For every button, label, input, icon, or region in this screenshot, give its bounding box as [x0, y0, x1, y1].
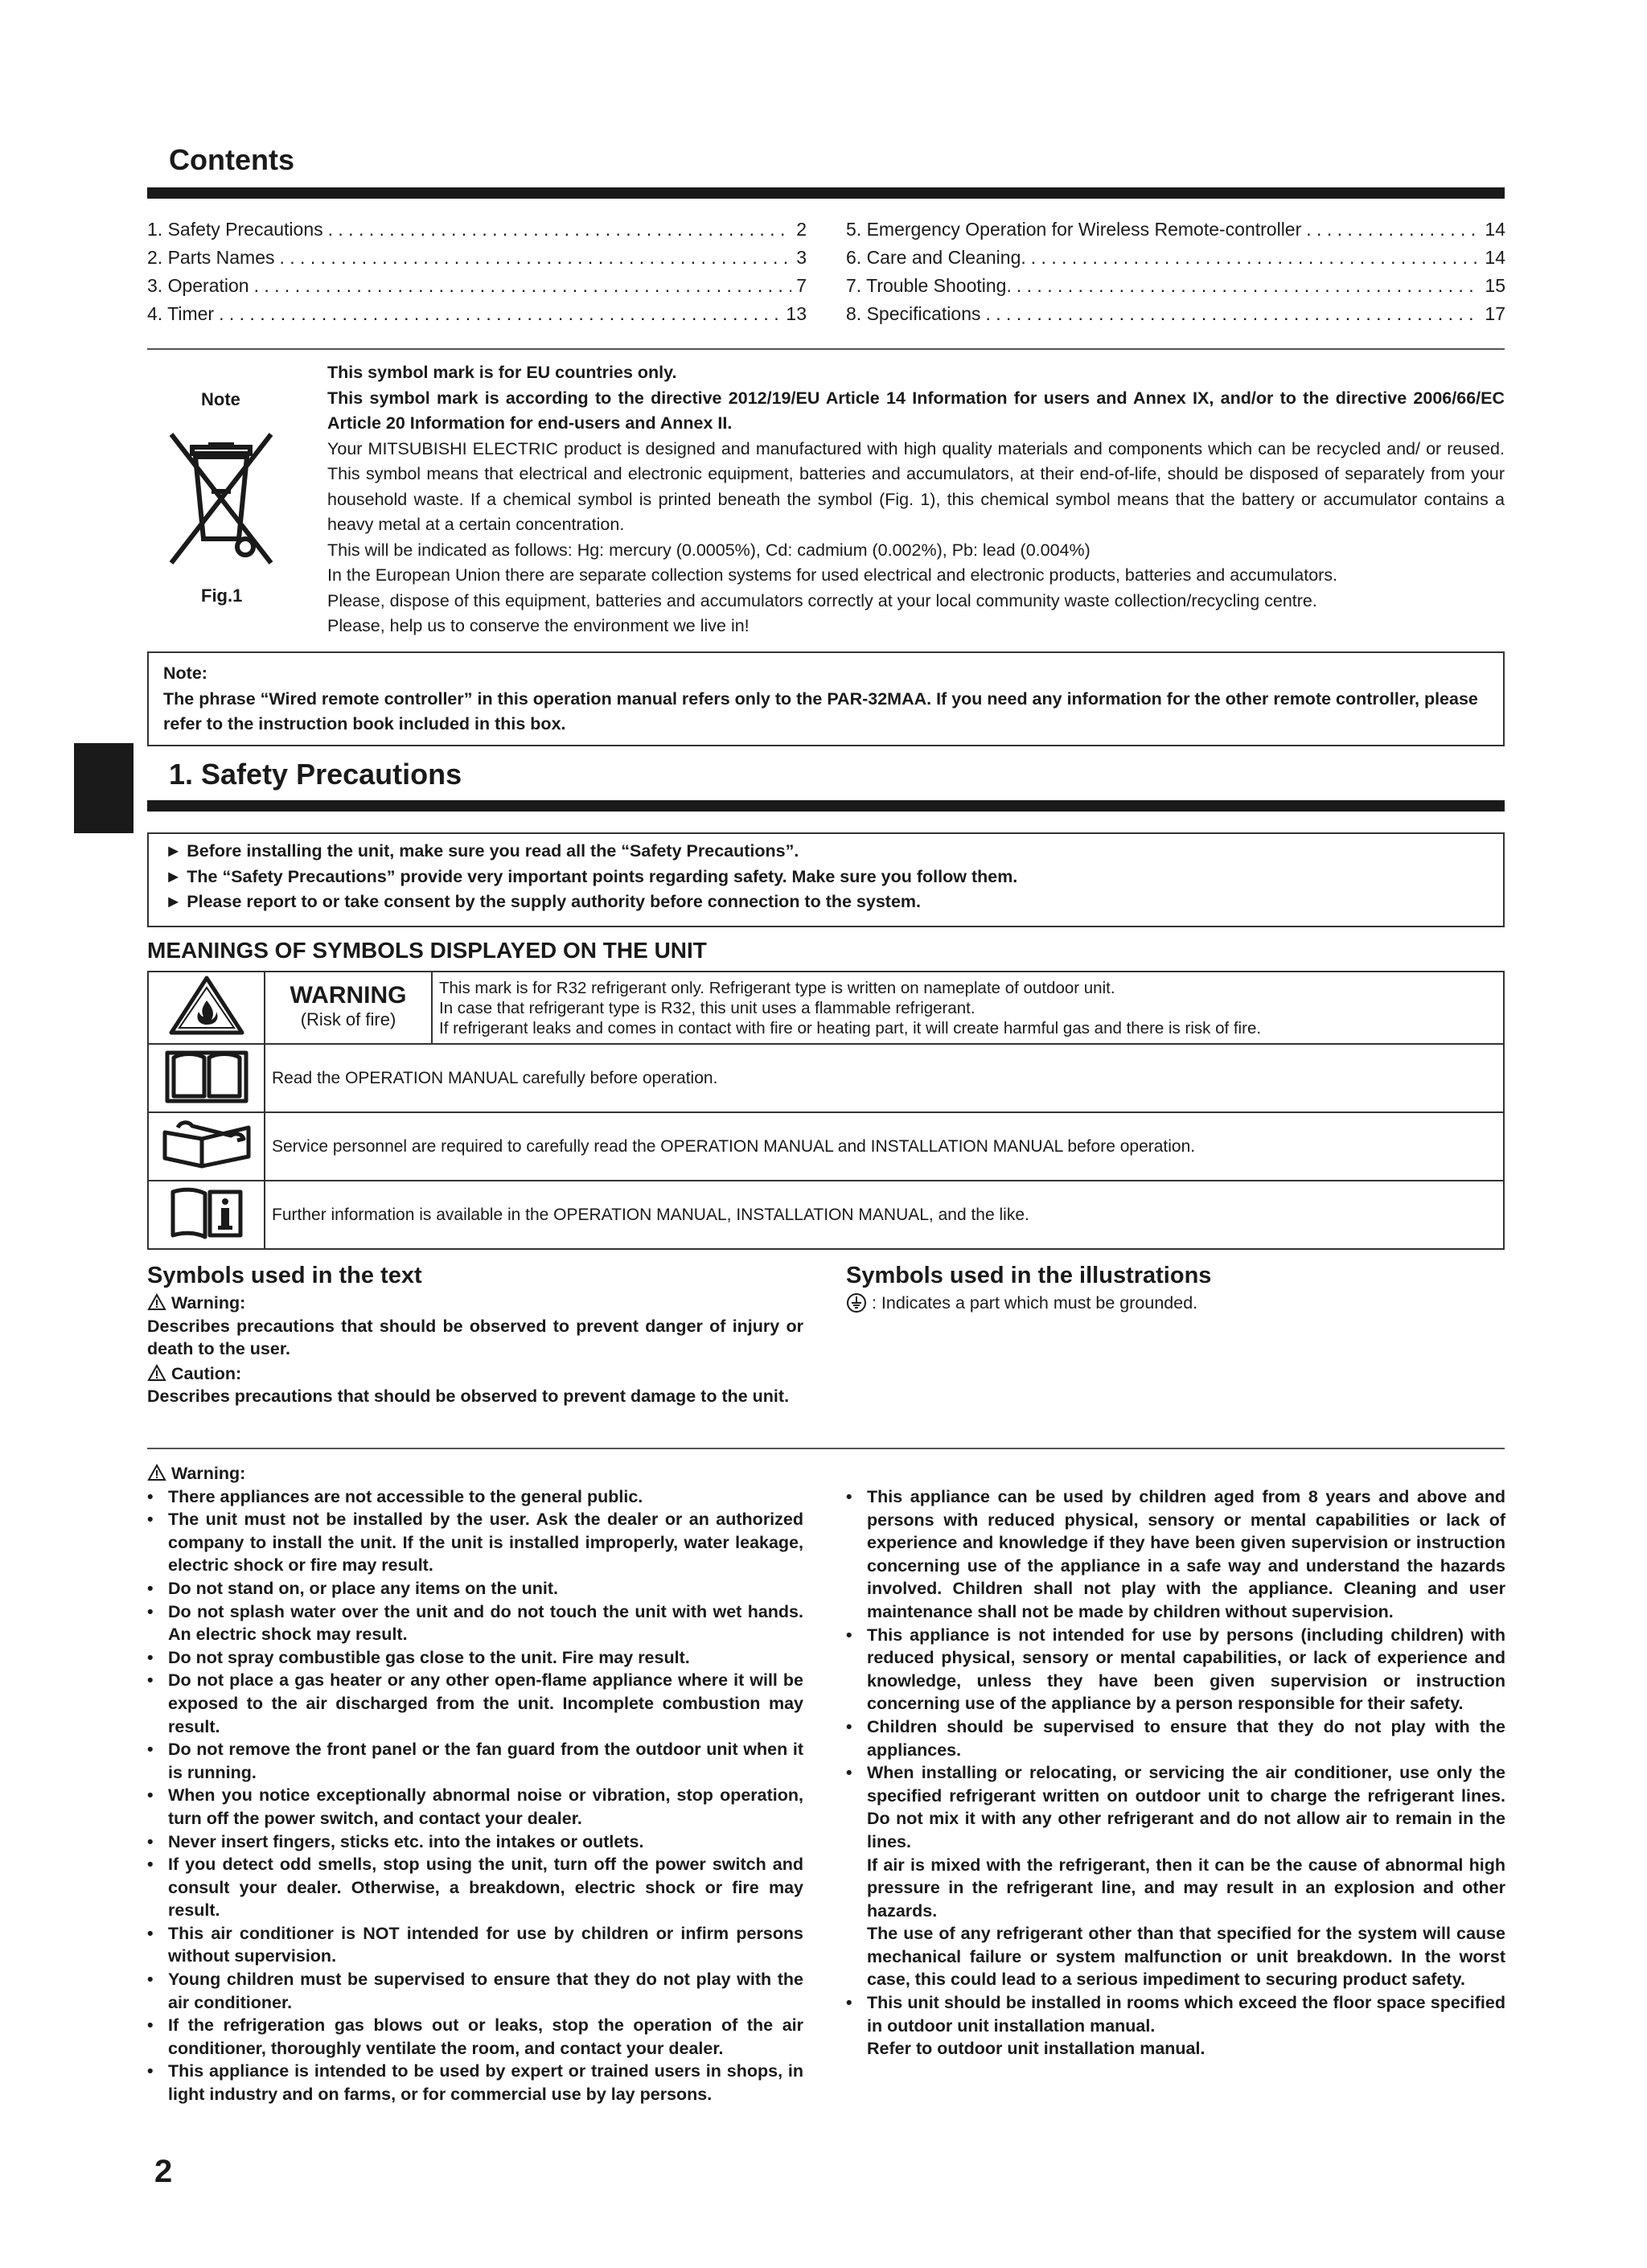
symbols-illus-title: Symbols used in the illustrations: [846, 1263, 1212, 1288]
list-item: • Do not splash water over the unit and do not touch the unit with wet hands. An electric shock may result.: [147, 1600, 803, 1646]
list-item: • There appliances are not accessible to the general public.: [147, 1485, 803, 1509]
caution-triangle-icon: [147, 1364, 166, 1382]
symbol-row-service: [148, 1112, 1504, 1181]
list-item: • The unit must not be installed by the user. Ask the dealer or an authorized company to install the unit. If the unit is installed improperly, water leakage, electric shock or fire may result.: [147, 1508, 803, 1577]
warning-triangle-icon: [147, 1464, 166, 1481]
symbol-row-manual: [148, 1044, 1504, 1112]
weee-para5: Please, help us to conserve the environment we live in!: [327, 616, 750, 635]
warning-desc-cell: [432, 972, 1504, 1044]
crossed-bin-icon: [157, 426, 285, 571]
weee-para2: This will be indicated as follows: Hg: mercury (0.0005%), Cd: cadmium (0.002%), Pb: lead (0.004%): [327, 540, 1090, 560]
list-item: • Do not stand on, or place any items on the unit.: [147, 1577, 803, 1600]
toc-entry[interactable]: 5. Emergency Operation for Wireless Remote-controller . . . 14: [846, 216, 1505, 244]
warning-desc: Describes precautions that should be observed to prevent danger of injury or death to the user.: [147, 1316, 803, 1359]
divider: [147, 1448, 1505, 1449]
warning-triangle-icon: [147, 1293, 166, 1311]
list-item: • When you notice exceptionally abnormal noise or vibration, stop operation, turn off the power switch, and contact your dealer.: [147, 1784, 803, 1830]
chapter-tab: [74, 743, 133, 833]
list-item: • This unit should be installed in rooms which exceed the floor space specified in outdoor unit installation manual. Refer to outdoor unit installation manual.: [846, 1991, 1505, 2061]
safety-title: 1. Safety Precautions: [169, 758, 462, 791]
note-label: Note: [201, 389, 240, 409]
weee-para3: In the European Union there are separate collection systems for used electrical and electronic products, batteries and accumulators.: [327, 565, 1338, 585]
symbol-cell: [148, 972, 265, 1044]
info-manual-icon: [168, 1185, 245, 1240]
list-item: • When installing or relocating, or servicing the air conditioner, use only the specified refrigerant written on outdoor unit to charge the refrigerant lines. Do not mix it with any other refrigerant and do not allow air to remain in the lines. If air is mixed with the refrigerant, then it can be the cause of abnormal high pressure in the refrigerant line, and may result in an explosion and other hazards. The use of any refrigerant other than that specified for the system will cause mechanical failure or system malfunction or unit breakdown. In the worst case, this could lead to a serious impediment to securing product safety.: [846, 1761, 1505, 1991]
meanings-title: MEANINGS OF SYMBOLS DISPLAYED ON THE UNIT: [147, 938, 707, 963]
manual-desc-cell: Read the OPERATION MANUAL carefully before operation.: [265, 1044, 1504, 1112]
warning-sub: (Risk of fire): [300, 1009, 396, 1029]
warning-word: WARNING: [290, 982, 407, 1009]
toc-left: [147, 216, 807, 328]
flammable-warning-icon: [166, 973, 247, 1037]
symbols-text-section: [147, 1259, 803, 1408]
warnings-list-right: [846, 1485, 1505, 2061]
warning-label-cell: [265, 972, 432, 1044]
list-item: • This appliance can be used by children aged from 8 years and above and persons with reduced physical, sensory or mental capabilities or lack of experience and knowledge if they have been given supervision or instruction concerning use of the appliance in a safe way and understand the hazards involved. Children shall not play with the appliance. Cleaning and user maintenance shall not be made by children without supervision.: [846, 1485, 1505, 1624]
weee-para4: Please, dispose of this equipment, batteries and accumulators correctly at your local community waste collection/recycling centre.: [327, 590, 1317, 610]
service-manual-icon: [157, 1116, 257, 1173]
list-item: • Children should be supervised to ensure that they do not play with the appliances.: [846, 1715, 1505, 1761]
weee-para1: Your MITSUBISHI ELECTRIC product is designed and manufactured with high quality materials and components which can be recycled and/ or reused. This symbol means that electrical and electronic equipment, batteries and accumulators, at their end-of-life, should be disposed of separately from your household waste. If a chemical symbol is printed beneath the symbol (Fig. 1), this chemical symbol means that the battery or accumulator contains a heavy metal at a certain concentration.: [327, 438, 1505, 534]
list-item: • If the refrigeration gas blows out or leaks, stop the operation of the air conditioner, thoroughly ventilate the room, and contact your dealer.: [147, 2014, 803, 2060]
list-item: • Never insert fingers, sticks etc. into the intakes or outlets.: [147, 1830, 803, 1854]
weee-line2: This symbol mark is according to the directive 2012/19/EU Article 14 Information for users and Annex IX, and/or to the directive 2006/66/EC Article 20 Information for end-users and Annex II.: [327, 388, 1505, 433]
remote-note-text: The phrase “Wired remote controller” in this operation manual refers only to the PAR-32MAA. If you need any information for the other remote controller, please refer to the instruction book included in this box.: [163, 688, 1478, 733]
contents-rule: [147, 187, 1505, 199]
symbol-cell: [148, 1181, 265, 1249]
divider: [147, 348, 1505, 350]
safety-intro-3: ► Please report to or take consent by the supply authority before connection to the system.: [165, 892, 921, 911]
info-desc-cell: Further information is available in the OPERATION MANUAL, INSTALLATION MANUAL, and the like.: [265, 1181, 1504, 1249]
list-item: • This appliance is intended to be used by expert or trained users in shops, in light industry and on farms, or for commercial use by lay persons.: [147, 2060, 803, 2106]
symbol-row-info: [148, 1181, 1504, 1249]
toc-entry[interactable]: 4. Timer . . . 13: [147, 300, 807, 328]
toc-entry[interactable]: 8. Specifications . . . 17: [846, 300, 1505, 328]
contents-title: Contents: [169, 143, 294, 176]
fig-label: Fig.1: [201, 585, 243, 606]
service-desc-cell: Service personnel are required to carefully read the OPERATION MANUAL and INSTALLATION MANUAL before operation.: [265, 1112, 1504, 1181]
warnings-right: [846, 1485, 1505, 2061]
caution-label: Caution:: [170, 1363, 242, 1383]
symbol-table: [147, 971, 1505, 1250]
warning-line: In case that refrigerant type is R32, this unit uses a flammable refrigerant.: [439, 998, 975, 1017]
caution-desc: Describes precautions that should be observed to prevent damage to the unit.: [147, 1387, 790, 1407]
safety-intro-box: [147, 832, 1505, 927]
warnings-label: Warning:: [170, 1464, 246, 1483]
page-number: 2: [154, 2154, 173, 2189]
warnings-left: [147, 1462, 803, 2106]
ground-desc: : Indicates a part which must be grounded.: [871, 1293, 1198, 1313]
list-item: • This appliance is not intended for use by persons (including children) with reduced physical, sensory or mental capabilities, or lack of experience and knowledge, unless they have been given supervision or instruction concerning use of the appliance by a person responsible for their safety.: [846, 1624, 1505, 1715]
symbol-row-warning: [148, 972, 1504, 1044]
symbols-illus-section: [846, 1259, 1505, 1315]
warnings-list-left: [147, 1485, 803, 2106]
toc-entry[interactable]: 7. Trouble Shooting. . . . 15: [846, 272, 1505, 300]
warning-line: This mark is for R32 refrigerant only. Refrigerant type is written on nameplate of outdoor unit.: [439, 978, 1115, 997]
toc-right: [846, 216, 1505, 328]
ground-icon: [846, 1292, 867, 1313]
toc-entry[interactable]: 3. Operation . . . 7: [147, 272, 807, 300]
remote-note-label: Note:: [163, 664, 207, 683]
read-manual-icon: [162, 1046, 251, 1106]
remote-note-box: [147, 651, 1505, 746]
symbol-cell: [148, 1044, 265, 1112]
toc-entry[interactable]: 1. Safety Precautions . . . 2: [147, 216, 807, 244]
list-item: • If you detect odd smells, stop using the unit, turn off the power switch and consult your dealer. Otherwise, a breakdown, electric shock or fire may result.: [147, 1853, 803, 1922]
toc-entry[interactable]: 2. Parts Names . . . 3: [147, 244, 807, 272]
list-item: • Young children must be supervised to ensure that they do not play with the air conditioner.: [147, 1968, 803, 2014]
toc-entry[interactable]: 6. Care and Cleaning. . . . 14: [846, 244, 1505, 272]
weee-text: [327, 360, 1505, 639]
safety-intro-1: ► Before installing the unit, make sure you read all the “Safety Precautions”.: [165, 841, 799, 861]
safety-rule: [147, 800, 1505, 811]
warning-label: Warning:: [170, 1293, 246, 1313]
weee-line1: This symbol mark is for EU countries only.: [327, 363, 677, 382]
list-item: • Do not remove the front panel or the fan guard from the outdoor unit when it is running.: [147, 1738, 803, 1784]
list-item: • This air conditioner is NOT intended for use by children or infirm persons without supervision.: [147, 1922, 803, 1968]
list-item: • Do not place a gas heater or any other open-flame appliance where it will be exposed to the air discharged from the unit. Incomplete combustion may result.: [147, 1669, 803, 1738]
symbols-text-title: Symbols used in the text: [147, 1263, 422, 1288]
warning-line: If refrigerant leaks and comes in contact with fire or heating part, it will create harmful gas and there is risk of fire.: [439, 1018, 1262, 1037]
symbol-cell: [148, 1112, 265, 1181]
safety-intro-2: ► The “Safety Precautions” provide very important points regarding safety. Make sure you follow them.: [165, 866, 1018, 886]
list-item: • Do not spray combustible gas close to the unit. Fire may result.: [147, 1646, 803, 1670]
